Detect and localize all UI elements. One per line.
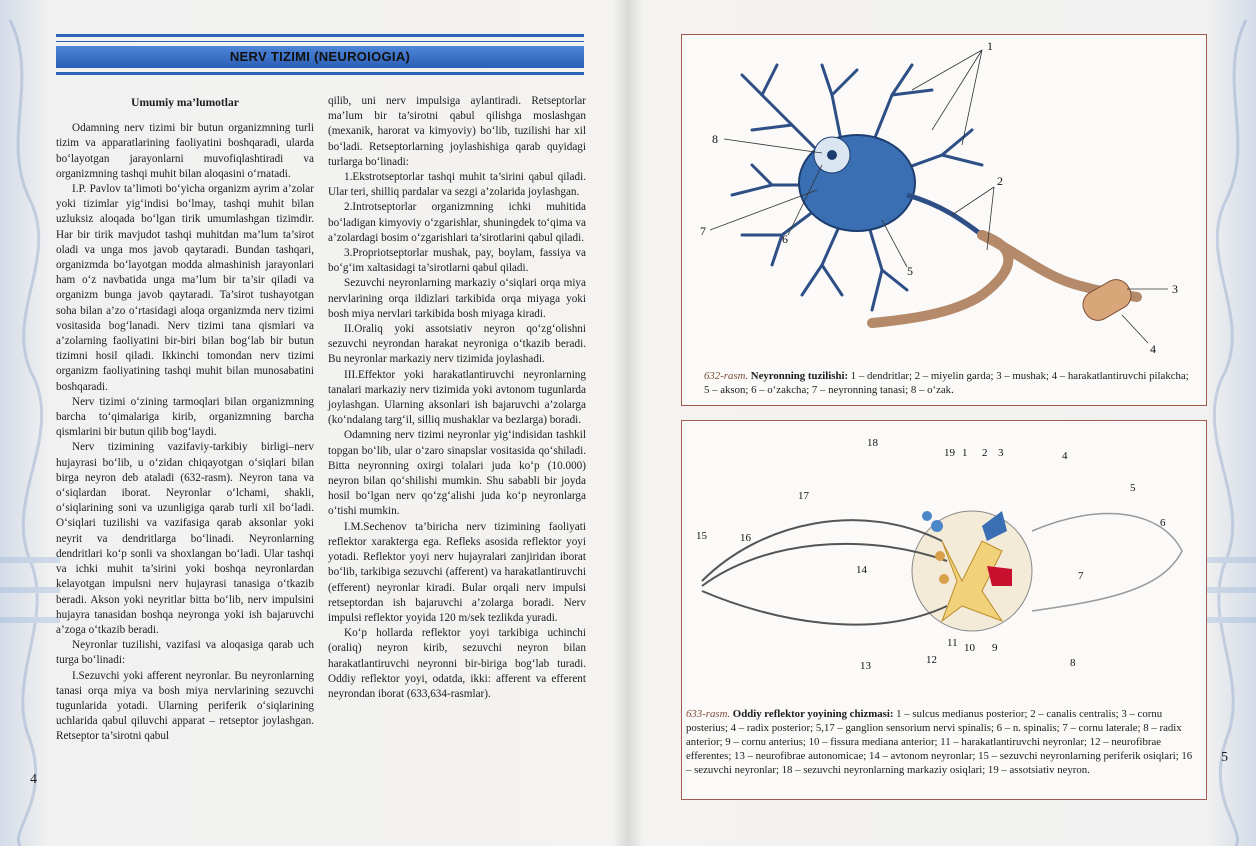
paragraph: Nerv tizimi o‘zining tarmoqlari bilan organizmning barcha to‘qimalariga kirib, organizmning barcha qismlarini bir butun qilib bog‘laydi.	[56, 395, 314, 439]
label-18: 18	[867, 437, 878, 449]
chapter-header	[56, 34, 584, 78]
header-rule-top	[56, 34, 584, 37]
label-5: 5	[1130, 482, 1136, 494]
label-11: 11	[947, 637, 958, 649]
paragraph: I.P. Pavlov ta’limoti bo‘yicha organizm ayrim a’zolar yoki tizimlar yig‘indisi bo‘lmay, tashqi muhit bilan uzluksiz aloqada bo‘lgan tirik umumlashgan tizimdir. Har bir tirik mavjudot tashqi muhitdan ma’lum ta’sirot oladi va unga mos javob qaytaradi. Bundan tashqari, organizmda bo‘layotgan modda almashinish jarayonlari ham o‘z navbatida unga ma’lum bir ta’sir qiladi va organizm bunga javob qaytaradi. Ta’sirot tushayotgan soha bilan a’zo o‘rtasidagi aloqa organizmda nerv tizimi vositasida bog‘lanadi. Nerv tizimi tana qismlari va a’zolarning faoliyatini bir-biri bilan bog‘lab bir butun tizimni hosil qiladi. Ikkinchi tomondan nerv tizimi organizm faoliyatining tashqi muhit bilan munosabatini boshqaradi.	[56, 183, 314, 393]
figure-632-caption	[704, 369, 1194, 397]
label-2: 2	[997, 174, 1003, 188]
label-16: 16	[740, 532, 751, 544]
figure-633-caption	[686, 707, 1200, 777]
label-3: 3	[998, 447, 1004, 459]
label-1: 1	[962, 447, 968, 459]
paragraph: Sezuvchi neyronlarning markaziy o‘siqlari orqa miya nervlarining orqa ildizlari tarkibida orqa miyaga yoki bosh miya nervlari tarkibida bosh miyaga kiradi.	[328, 277, 586, 320]
paragraph: I.Sezuvchi yoki afferent neyronlar. Bu neyronlarning tanasi orqa miya va bosh miya nervlarining sezuvchi tugunlarida yotadi. Ularning periferik o‘siqlarining uchlarida qabul qiluvchi apparat – retseptor joylashgan. Retseptor ta’sirotni qabul	[56, 669, 314, 743]
chapter-title: NERV TIZIMI (NEUROIOGIA)	[56, 46, 584, 68]
book-gutter	[612, 0, 644, 846]
text-column-2	[328, 94, 586, 702]
label-1: 1	[987, 39, 993, 53]
paragraph: Neyronlar tuzilishi, vazifasi va aloqasiga qarab uch turga bo‘linadi:	[56, 639, 314, 667]
figure-number: 633-rasm.	[686, 708, 731, 720]
label-4: 4	[1062, 450, 1068, 462]
section-subheading: Umumiy ma’lumotlar	[131, 97, 239, 109]
paragraph: Ko‘p hollarda reflektor yoyi tarkibiga uchinchi (oraliq) neyron kirib, sezuvchi neyron bilan harakatlantiruvchi neyronni bir-biriga bog‘lab turadi. Oddiy reflektor yoyi, odatda, ikki: afferent va efferent neyrondan iborat (633,634-rasmlar).	[328, 627, 586, 700]
paragraph: 1.Ekstrotseptorlar tashqi muhit ta’sirini qabul qiladi. Ular teri, shilliq pardalar va sezgi a’zolarida joylashgan.	[328, 171, 586, 199]
paragraph: Nerv tizimining vazifaviy-tarkibiy birligi–nerv hujayrasi bo‘lib, u o‘zidan chiqayotgan o‘siqlari bilan birga neyron deb ataladi (632-rasm). Neyron tana va o‘siqlardan iborat. Neyronlar o‘lchami, shakli, o‘siqlarining soni va uzunligiga qarab turli xil bo‘ladi. O‘siqlari tuzilishi va vazifasiga qarab aksonlar yoki neyrit va dendritlarga bo‘linadi. Neyronlarning dendritlari ko‘p sonli va shoxlangan bo‘ladi. Ular tashqi va ichki muhit ta’sirini yoki boshqa neyronlardan kelayotgan impulsni nerv hujayrasi tanasiga o‘tkazib beradi. Akson yoki neyritlar bitta bo‘lib, nerv impulsini hujayra tanasidan boshqa neyronga yoki ish bajaruvchi a’zoga o‘tkazib beradi.	[56, 441, 314, 636]
label-2: 2	[982, 447, 988, 459]
label-12: 12	[926, 654, 937, 666]
page-number-right: 5	[1221, 750, 1228, 765]
label-14: 14	[856, 564, 867, 576]
muscle-fiber	[1078, 275, 1136, 326]
neuron-illustration	[682, 35, 1202, 355]
header-rule-bottom	[56, 72, 584, 75]
label-15: 15	[696, 530, 707, 542]
label-10: 10	[964, 642, 975, 654]
efferent-fiber	[702, 591, 947, 625]
header-rule-thin	[56, 41, 584, 42]
text-column-1	[56, 94, 314, 745]
reflex-arc-illustration	[682, 421, 1202, 691]
label-6: 6	[1160, 517, 1166, 529]
paragraph: III.Effektor yoki harakatlantiruvchi neyronlarning tanalari markaziy nerv tizimida yoki avtonom tugunlarda joylashgan. Ularning aksonlari ish bajaruvchi a’zolarga (ko‘ndalang targ‘il, silliq mushaklar va bezlarga) boradi.	[328, 368, 586, 427]
neuron-nucleolus	[827, 150, 837, 160]
label-7: 7	[700, 224, 706, 238]
label-3: 3	[1172, 282, 1178, 296]
figure-legend: 1 – dendritlar; 2 – miyelin garda; 3 – mushak; 4 – harakatlantiruvchi pilakcha; 5 – akson; 6 – o‘zakcha; 7 – neyronning tanasi; 8 – o‘zak.	[704, 370, 1189, 396]
ganglion-cell	[931, 520, 943, 532]
label-8: 8	[1070, 657, 1076, 669]
decorative-ornament-left	[0, 0, 60, 846]
paragraph: 2.Introtseptorlar organizmning ichki muhitida bo‘ladigan kimyoviy o‘zgarishlar, shuningdek to‘qima va a’zolardagi bosim o‘zgarishlari ta’sirotlarini qabul qiladi.	[328, 201, 586, 244]
label-19: 19	[944, 447, 955, 459]
figure-number: 632-rasm.	[704, 370, 749, 382]
paragraph: I.M.Sechenov ta’biricha nerv tizimining faoliyati reflektor xarakterga ega. Refleks asosida reflektor yoyi yotadi. Reflektor yoyi nerv hujayralari zanjiridan iborat bo‘lib, tarkibiga sezuvchi (afferent) va harakatlantiruvchi (efferent) neyronlar kiradi. Bular orqali nerv impulsi retseptordan ish bajaruvchi a’zolarga boradi. Nerv impulsi reflektor yoyida 120 m/sek tezlikda yuradi.	[328, 520, 586, 624]
label-6: 6	[782, 232, 788, 246]
paragraph: Odamning nerv tizimi bir butun organizmning turli tizim va apparatlarining faoliyatini boshqaradi, ularda bo‘layotgan jarayonlarni muvofiqlashtiradi va organizmning tashqi muhit bilan aloqasini o‘rnatadi.	[56, 122, 314, 180]
label-7: 7	[1078, 570, 1084, 582]
paragraph: Odamning nerv tizimi neyronlar yig‘indisidan tashkil topgan bo‘lib, ular o‘zaro sinapslar vositasida qo‘shiladi. Bitta neyronning oxirgi tolalari juda ko‘p (10.000) neyron bilan qo‘shilishi mumkin. Shu sababli bir joyda hosil bo‘lgan nerv qo‘zg‘alishi juda ko‘p neyronlarga o‘tishi mumkin.	[328, 429, 586, 518]
figure-legend: 1 – sulcus medianus posterior; 2 – canalis centralis; 3 – cornu posterius; 4 – radix posterior; 5,17 – ganglion sensorium nervi spinalis; 6 – n. spinalis; 7 – cornu laterale; 8 – radix anterior; 9 – cornu anterius; 10 – fissura mediana anterior; 11 – harakatlantiruvchi neyronlar; 12 – neurofibrae efferentes; 13 – neurofibrae autonomicae; 14 – avtonom neyronlar; 15 – sezuvchi neyronlarning periferik osiqlari; 16 – sezuvchi neyronlar; 18 – sezuvchi neyronlarning markaziy osiqlari; 19 – assotsiativ neyron.	[686, 708, 1193, 776]
label-13: 13	[860, 660, 871, 672]
label-8: 8	[712, 132, 718, 146]
label-5: 5	[907, 264, 913, 278]
figure-633-reflex-arc	[681, 420, 1207, 800]
paragraph: 3.Propriotseptorlar mushak, pay, boylam, fassiya va bo‘g‘im xaltasidagi ta’sirotlarni qabul qiladi.	[328, 247, 586, 275]
label-4: 4	[1150, 342, 1156, 355]
label-9: 9	[992, 642, 998, 654]
label-17: 17	[798, 490, 809, 502]
page-number-left: 4	[30, 772, 37, 787]
figure-title: Neyronning tuzilishi:	[750, 370, 849, 382]
paragraph: II.Oraliq yoki assotsiativ neyron qo‘zg‘olishni sezuvchi neyrondan harakat neyroniga o‘tkazib beradi. Bu neyronlar markaziy nerv tizimida joylashadi.	[328, 323, 586, 366]
figure-title: Oddiy reflektor yoyining chizmasi:	[732, 708, 894, 720]
paragraph: qilib, uni nerv impulsiga aylantiradi. Retseptorlar ma’lum bir ta’sirotni qabul qilishga moslashgan (mexanik, harorat va kimyoviy) bo‘lib, tuzilishi har xil bo‘ladi. Retseptorlarning joylashishiga qarab quyidagi turlarga bo‘linadi:	[328, 95, 586, 168]
figure-632-neuron	[681, 34, 1207, 406]
